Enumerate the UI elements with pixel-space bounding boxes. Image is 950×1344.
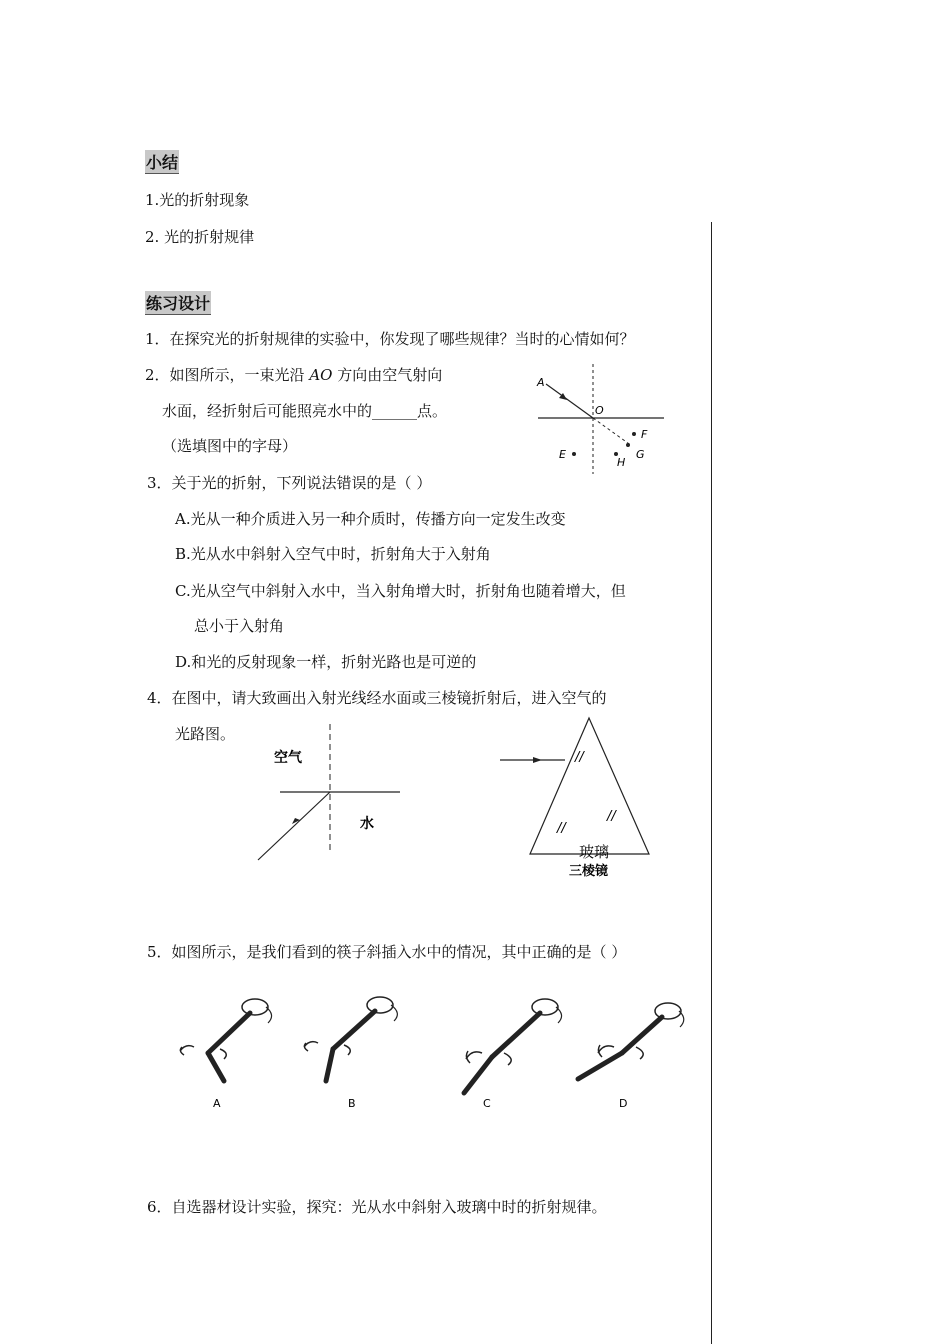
option-d-label: D [619, 1097, 628, 1110]
question-3-option-d: D.和光的反射现象一样，折射光路也是可逆的 [175, 653, 477, 671]
label-h: H [617, 456, 626, 469]
hatch-mark-1: // [575, 750, 584, 765]
hatch-mark-2: // [607, 809, 616, 824]
question-6: 6．自选器材设计实验，探究：光从水中斜射入玻璃中时的折射规律。 [147, 1198, 607, 1216]
dashed-extension [593, 418, 632, 446]
hatch-mark-3: // [557, 821, 566, 836]
summary-item-2: 2. 光的折射规律 [145, 228, 255, 246]
chopstick-above-c [492, 1013, 540, 1057]
option-b-label: B [348, 1097, 356, 1110]
question-1: 1．在探究光的折射规律的实验中，你发现了哪些规律？当时的心情如何？ [145, 330, 635, 348]
question-3-option-a: A.光从一种介质进入另一种介质时，传播方向一定发生改变 [175, 510, 566, 528]
point-e [572, 452, 576, 456]
question-2-line-2: 水面，经折射后可能照亮水中的______点。 [162, 402, 448, 420]
hand-b [367, 997, 393, 1013]
point-f [632, 432, 636, 436]
question-2-line-1: 2．如图所示，一束光沿 AO 方向由空气射向 [145, 366, 443, 384]
question-4-line-2: 光路图。 [175, 725, 236, 743]
chopstick-below-a [208, 1053, 224, 1081]
question-5-stem: 5．如图所示，是我们看到的筷子斜插入水中的情况，其中正确的是（ ） [147, 943, 627, 961]
label-o: O [595, 404, 604, 417]
point-g [626, 443, 630, 447]
chopstick-below-d [578, 1053, 622, 1079]
glass-label: 玻璃 [579, 843, 610, 861]
question-3-option-c-cont: 总小于入射角 [194, 617, 285, 635]
incident-ray [258, 792, 330, 860]
label-e: E [559, 448, 566, 461]
ray-arrow-icon [533, 757, 542, 763]
label-a: A [537, 376, 545, 389]
label-g: G [636, 448, 645, 461]
chopstick-above-a [208, 1013, 250, 1053]
summary-heading: 小结 [145, 150, 179, 174]
air-label: 空气 [274, 750, 302, 766]
hand-a [242, 999, 268, 1015]
chopsticks-figure [170, 985, 690, 1115]
chopstick-below-c [464, 1057, 492, 1093]
practice-heading: 练习设计 [145, 291, 211, 315]
hand-c [532, 999, 558, 1015]
question-3-option-c: C.光从空气中斜射入水中，当入射角增大时，折射角也随着增大，但 [175, 582, 626, 600]
option-d-image [578, 1003, 684, 1110]
question-4-line-1: 4．在图中，请大致画出入射光线经水面或三棱镜折射后，进入空气的 [147, 689, 607, 707]
question-2-line-3: （选填图中的字母） [162, 437, 298, 455]
option-c-label: C [483, 1097, 491, 1110]
question-3-option-b: B.光从水中斜射入空气中时，折射角大于入射角 [175, 545, 491, 563]
water-label: 水 [360, 816, 374, 832]
prism-outline [530, 718, 649, 854]
question-3-stem: 3．关于光的折射，下列说法错误的是（ ） [147, 474, 432, 492]
incident-ray [546, 384, 593, 418]
margin-rule [711, 222, 712, 1344]
water-surface-figure [250, 722, 420, 862]
prism-figure [495, 714, 665, 884]
summary-item-1: 1.光的折射现象 [145, 191, 250, 209]
chopstick-below-b [326, 1049, 333, 1081]
option-b-image [304, 997, 397, 1110]
option-a-label: A [213, 1097, 221, 1110]
chopstick-above-b [333, 1011, 375, 1049]
option-c-image [464, 999, 562, 1110]
label-f: F [641, 428, 648, 441]
prism-label: 三棱镜 [569, 864, 609, 879]
chopstick-above-d [622, 1017, 662, 1053]
refraction-figure [530, 362, 670, 477]
option-a-image [180, 999, 272, 1110]
